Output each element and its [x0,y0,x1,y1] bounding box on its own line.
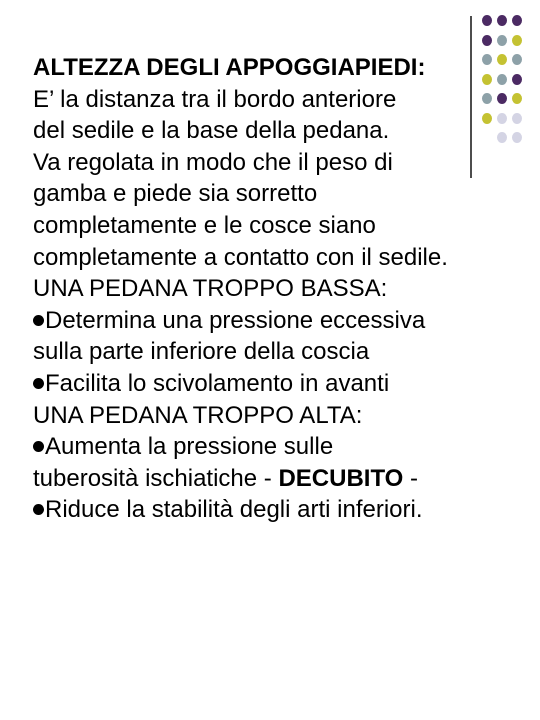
bullet-icon [33,504,44,515]
list-item-text: Determina una pressione eccessiva [45,306,426,334]
decorative-dot [497,15,507,26]
intro-line: E’ la distanza tra il bordo anteriore [33,85,397,113]
section-low-title: UNA PEDANA TROPPO BASSA: [33,275,388,303]
list-item-continuation [33,463,503,495]
decorative-dot [512,54,522,65]
list-item-text: Aumenta la pressione sulle [45,433,334,461]
list-item [33,494,503,526]
intro-line: gamba e piede sia sorretto [33,180,318,208]
list-item-text: - [403,464,419,492]
decorative-dot [512,132,522,143]
slide-heading: ALTEZZA DEGLI APPOGGIAPIEDI: [33,54,426,81]
decorative-dot [512,35,522,46]
intro-line: Va regolata in modo che il peso di [33,148,393,176]
intro-line: del sedile e la base della pedana. [33,117,390,145]
decorative-dot [482,15,492,26]
list-item [33,431,503,463]
list-item [33,305,503,337]
bullet-icon [33,315,44,326]
intro-line: completamente a contatto con il sedile. [33,243,448,271]
decorative-dot [497,35,507,46]
emphasis-text: DECUBITO [278,464,404,492]
decorative-dot [512,74,522,85]
decorative-dot [482,35,492,46]
list-item-continuation: sulla parte inferiore della coscia [33,338,370,366]
bullet-icon [33,441,44,452]
list-item-text: tuberosità ischiatiche - [33,464,279,492]
intro-line: completamente e le cosce siano [33,211,376,239]
decorative-dot [512,15,522,26]
slide-body [33,52,503,526]
decorative-dot [512,93,522,104]
list-item-text: Riduce la stabilità degli arti inferiori. [45,496,423,524]
bullet-icon [33,378,44,389]
section-high-title: UNA PEDANA TROPPO ALTA: [33,401,363,429]
list-item-text: Facilita lo scivolamento in avanti [45,369,390,397]
decorative-dot [512,113,522,124]
list-item [33,368,503,400]
